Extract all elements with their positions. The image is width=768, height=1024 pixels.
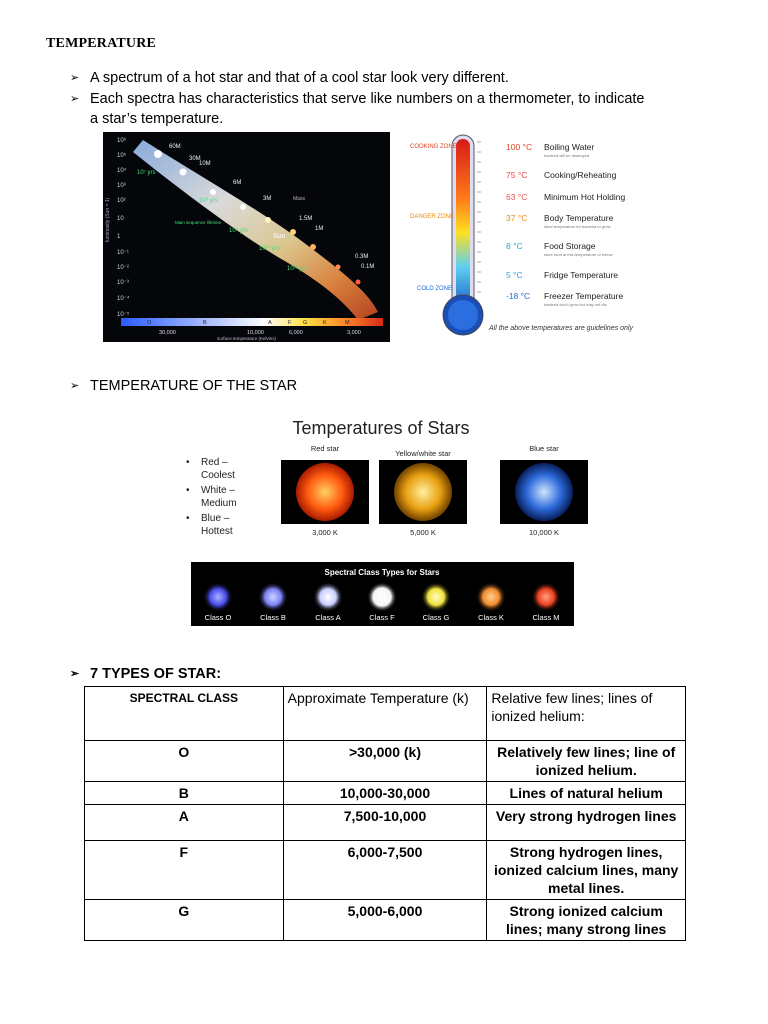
mass-label: 30M <box>189 156 201 162</box>
temp-note: bacteria will be destroyed <box>544 153 590 158</box>
table-cell: 5,000-6,000 <box>283 900 487 941</box>
table-cell: Strong ionized calcium lines; many strong lines <box>487 900 686 941</box>
y-tick: 1 <box>117 234 121 240</box>
table-header-cell: SPECTRAL CLASS <box>85 687 284 741</box>
table-row <box>85 900 686 941</box>
bullet-text: a star’s temperature. <box>90 111 224 127</box>
mass-label: 60M <box>169 144 181 150</box>
mass-word: Mass <box>293 196 305 202</box>
temp-value: 75 °C <box>506 170 528 180</box>
y-tick: 10⁵ <box>117 153 127 159</box>
legend-text: Blue – <box>201 513 230 524</box>
class-letter: F <box>288 320 292 326</box>
legend-text: Red – <box>201 457 228 468</box>
table-cell: Lines of natural helium <box>487 782 686 805</box>
star-temp: 5,000 K <box>410 528 436 537</box>
mass-label: 0.3M <box>355 254 369 260</box>
star-types-table <box>84 686 686 941</box>
legend-text: White – <box>201 485 235 496</box>
table-cell: 7,500-10,000 <box>283 805 487 841</box>
table-cell: >30,000 (k) <box>283 741 487 782</box>
star-temperatures-image <box>176 407 596 547</box>
table-cell: B <box>85 782 284 805</box>
temp-value: 5 °C <box>506 270 523 280</box>
mass-label: 0.1M <box>361 264 375 270</box>
y-axis-label: luminosity (Sun = 1) <box>105 197 111 242</box>
temp-label: Body Temperature <box>544 213 614 223</box>
temp-label: Freezer Temperature <box>544 291 624 301</box>
table-cell: A <box>85 805 284 841</box>
x-axis-label: surface temperature (Kelvins) <box>217 336 277 341</box>
class-letter: O <box>147 320 152 326</box>
temp-value: 63 °C <box>506 192 528 202</box>
spectral-class-image <box>191 562 574 626</box>
table-cell: 10,000-30,000 <box>283 782 487 805</box>
star-name: Yellow/white star <box>395 449 451 458</box>
star-temp: 10,000 K <box>528 528 560 537</box>
temp-value: 8 °C <box>506 241 523 251</box>
temp-label: Fridge Temperature <box>544 270 619 280</box>
class-label: Class B <box>260 613 286 622</box>
main-sequence-label: Main sequence lifetime <box>175 220 222 225</box>
arrow-bullet-icon: ➢ <box>70 380 80 392</box>
mass-label: 3M <box>263 196 272 202</box>
thermometer-footnote: All the above temperatures are guidelines only <box>489 325 633 332</box>
spectral-title: Spectral Class Types for Stars <box>324 568 440 577</box>
temp-label: Boiling Water <box>544 142 595 152</box>
x-tick: 10,000 <box>247 330 264 336</box>
arrow-bullet-icon: ➢ <box>70 72 80 84</box>
x-tick: 30,000 <box>159 330 176 336</box>
mass-label: 1M <box>315 226 324 232</box>
legend-text: Hottest <box>201 526 233 537</box>
age-label: 10⁹ yrs <box>229 228 248 234</box>
zone-label: COOKING ZONE <box>410 144 457 150</box>
table-cell: Strong hydrogen lines, ionized calcium lines, many metal lines. <box>487 841 686 900</box>
class-letter: A <box>268 320 272 326</box>
class-letter: K <box>323 320 327 326</box>
table-row <box>85 782 686 805</box>
temp-label: Food Storage <box>544 241 596 251</box>
y-tick: 10⁻³ <box>117 280 129 286</box>
star-name: Red star <box>310 444 340 453</box>
class-label: Class F <box>369 613 395 622</box>
y-tick: 10⁻¹ <box>117 250 129 256</box>
star-temps-title: Temperatures of Stars <box>292 418 470 438</box>
legend-text: Medium <box>201 498 237 509</box>
table-cell: Relatively few lines; line of ionized helium. <box>487 741 686 782</box>
class-letter: M <box>345 320 350 326</box>
temp-value: 100 °C <box>506 142 533 152</box>
mass-label: 10M <box>199 161 211 167</box>
y-tick: 10³ <box>117 183 126 189</box>
svg-text:•: • <box>186 457 190 468</box>
table-cell: Very strong hydrogen lines <box>487 805 686 841</box>
y-tick: 10⁻² <box>117 265 129 271</box>
zone-label: DANGER ZONE <box>410 214 455 220</box>
table-header-cell: Approximate Temperature (k) <box>283 687 487 741</box>
section-title: TEMPERATURE OF THE STAR <box>90 378 298 394</box>
star-temp: 3,000 K <box>312 528 338 537</box>
arrow-bullet-icon: ➢ <box>70 93 80 105</box>
bullet-text: Each spectra has characteristics that serve like numbers on a thermometer, to indicate <box>90 91 645 107</box>
y-tick: 10⁻⁴ <box>117 296 130 302</box>
mass-label: 1.5M <box>299 216 313 222</box>
x-tick: 3,000 <box>347 330 361 336</box>
y-tick: 10² <box>117 198 126 204</box>
temp-note: bacteria won't grow but may not die <box>544 302 607 307</box>
thermometer-image <box>405 132 665 342</box>
table-cell: O <box>85 741 284 782</box>
mass-label: 6M <box>233 180 242 186</box>
table-cell: F <box>85 841 284 900</box>
svg-text:•: • <box>186 513 190 524</box>
y-tick: 10 <box>117 216 124 222</box>
y-tick: 10⁶ <box>117 138 127 144</box>
temp-label: Minimum Hot Holding <box>544 192 626 202</box>
table-row <box>85 841 686 900</box>
class-label: Class G <box>422 613 450 622</box>
class-label: Class O <box>204 613 232 622</box>
table-header-row <box>85 687 686 741</box>
class-label: Class K <box>478 613 504 622</box>
class-letter: G <box>303 320 308 326</box>
table-header-cell: Relative few lines; lines of ionized helium: <box>487 687 686 741</box>
star-name: Blue star <box>529 444 559 453</box>
page-heading: TEMPERATURE <box>46 36 157 51</box>
age-label: 10¹⁰ yrs <box>259 246 280 252</box>
sun-label: Sun <box>273 233 286 240</box>
svg-text:•: • <box>186 485 190 496</box>
x-tick: 6,000 <box>289 330 303 336</box>
class-label: Class M <box>532 613 560 622</box>
table-cell: G <box>85 900 284 941</box>
age-label: 10⁷ yrs <box>137 170 156 176</box>
age-label: 10¹¹ yrs <box>287 266 308 272</box>
bullet-text: A spectrum of a hot star and that of a cool star look very different. <box>90 70 509 86</box>
arrow-bullet-icon: ➢ <box>70 668 80 680</box>
temp-value: -18 °C <box>506 291 531 301</box>
class-label: Class A <box>315 613 341 622</box>
table-cell: 6,000-7,500 <box>283 841 487 900</box>
y-tick: 10⁴ <box>117 168 127 174</box>
temp-note: store food at this temperature or below <box>544 252 613 257</box>
temp-label: Cooking/Reheating <box>544 170 617 180</box>
temp-value: 37 °C <box>506 213 528 223</box>
table-row <box>85 805 686 841</box>
legend-text: Coolest <box>201 470 235 481</box>
age-label: 10⁸ yrs <box>199 198 218 204</box>
class-letter: B <box>203 320 207 326</box>
temp-note: ideal temperature for bacteria to grow <box>544 224 611 229</box>
section-title: 7 TYPES OF STAR: <box>90 666 222 682</box>
zone-label: COLD ZONE <box>417 286 453 292</box>
table-row <box>85 741 686 782</box>
hr-diagram-image <box>103 132 390 342</box>
y-tick: 10⁻⁵ <box>117 312 130 318</box>
